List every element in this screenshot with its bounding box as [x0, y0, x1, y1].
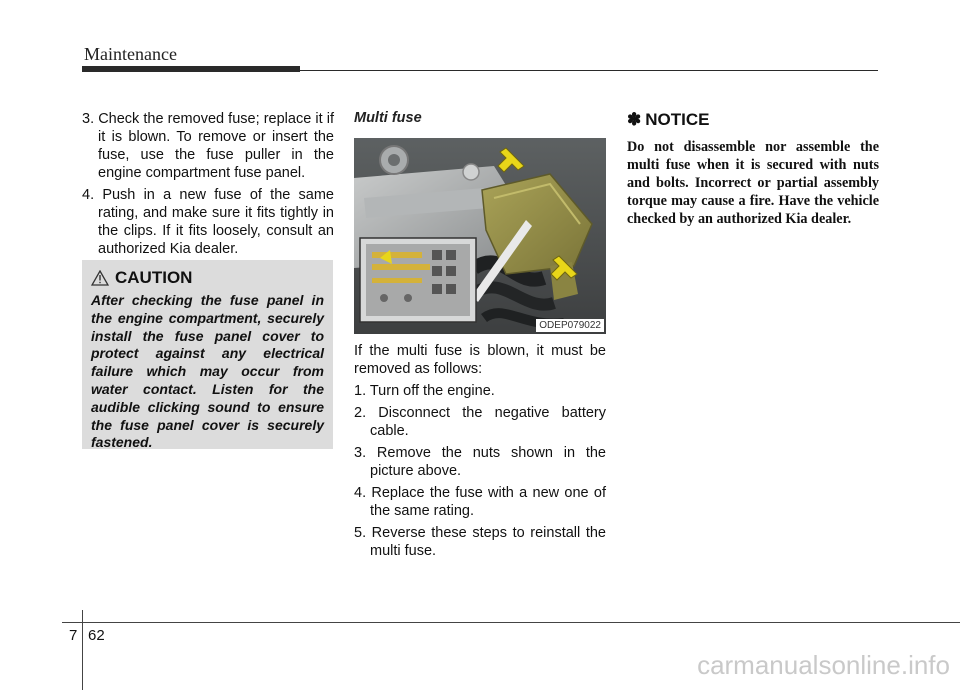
step-3-check-fuse: 3. Check the removed fuse; replace it if it is blown. To remove or insert the fuse, use the fuse puller in the engine compartment fuse panel. — [82, 111, 334, 181]
notice-title: NOTICE — [645, 110, 710, 129]
left-column — [82, 110, 334, 262]
watermark: carmanualsonline.info — [697, 650, 950, 680]
mf-step-5: 5. Reverse these steps to reinstall the multi fuse. — [354, 525, 606, 559]
mf-step-2: 2. Disconnect the negative battery cable. — [354, 405, 606, 439]
middle-column — [354, 110, 606, 564]
chapter-number: 7 — [69, 627, 78, 644]
header-rule-thick — [82, 66, 300, 72]
right-column — [627, 110, 879, 228]
multi-fuse-intro: If the multi fuse is blown, it must be removed as follows: — [354, 343, 606, 377]
warning-triangle-icon — [91, 270, 109, 286]
multi-fuse-title: Multi fuse — [354, 110, 422, 126]
caution-title: CAUTION — [115, 268, 193, 287]
mf-step-3: 3. Remove the nuts shown in the picture above. — [354, 445, 606, 479]
caution-heading — [91, 268, 324, 288]
engine-compartment-photo — [354, 138, 606, 334]
multi-fuse-instructions — [354, 342, 606, 560]
header-rule-thin — [300, 70, 878, 71]
page-number: 62 — [88, 627, 105, 644]
notice-star-icon: ✽ — [627, 110, 642, 129]
footer-rule — [62, 622, 960, 623]
notice-heading — [627, 110, 879, 130]
step-4-push-new-fuse: 4. Push in a new fuse of the same rating, and make sure it fits tightly in the clips. If it fits loosely, consult an authorized Kia dealer. — [82, 187, 334, 257]
mf-step-4: 4. Replace the fuse with a new one of the same rating. — [354, 485, 606, 519]
caution-box — [82, 260, 333, 449]
caution-text: After checking the fuse panel in the engine compartment, securely install the fuse panel cover to protect against any electrical failure which may occur from water contact. Listen for the audible clicking sound to ensure the fuse panel cover is securely fastened. — [91, 292, 324, 451]
image-code: ODEP079022 — [536, 319, 604, 332]
notice-text: Do not disassemble nor assemble the multi fuse when it is secured with nuts and bolts. Incorrect or partial assembly torque may cause a fire. Have the vehicle checked by an authorized Kia dealer. — [627, 139, 879, 227]
section-title: Maintenance — [84, 44, 177, 64]
mf-step-1: 1. Turn off the engine. — [354, 383, 495, 399]
